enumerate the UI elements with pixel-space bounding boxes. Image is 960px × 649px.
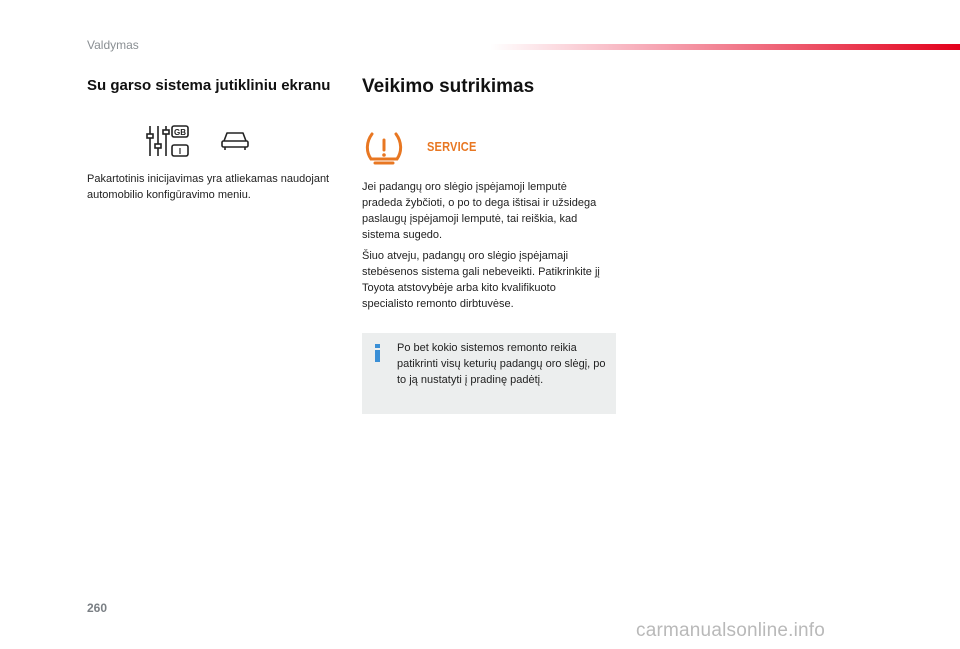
info-box — [362, 333, 616, 414]
right-column — [362, 76, 622, 310]
left-paragraph: Pakartotinis inicijavimas yra atliekamas naudojant automobilio konfigūravimo meniu. — [87, 173, 330, 201]
header-accent-bar — [490, 44, 960, 50]
settings-sliders-icon — [146, 124, 190, 158]
malfunction-paragraph-1: Jei padangų oro slėgio įspėjamoji lemputė pradeda žybčioti, o po to dega ištisai ir užsidega paslaugų įspėjamoji lemputė, tai reiškia, kad sistema sugedo. — [362, 181, 597, 241]
tire-pressure-warning-icon — [365, 131, 403, 165]
info-text: Po bet kokio sistemos remonto reikia patikrinti visų keturių padangų oro slėgį, po to ją nustatyti į pradinę padėtį. — [397, 342, 606, 386]
right-heading: Veikimo sutrikimas — [362, 76, 535, 97]
car-icon — [220, 129, 250, 151]
settings-badge-top: GB — [174, 128, 186, 137]
left-heading: Su garso sistema jutikliniu ekranu — [87, 77, 331, 94]
left-column — [87, 77, 347, 201]
info-icon — [373, 344, 383, 362]
section-title: Valdymas — [87, 38, 139, 52]
watermark: carmanualsonline.info — [636, 620, 826, 641]
page-number: 260 — [87, 601, 108, 615]
malfunction-paragraph-2: Šiuo atveju, padangų oro slėgio įspėjamaji stebėsenos sistema gali nebeveikti. Patikrinkite jį Toyota atstovybėje arba kito kvalifikuoto specialisto remonto dirbtuvėse. — [362, 250, 600, 310]
settings-badge-bottom: I — [178, 147, 182, 156]
service-warning-label: SERVICE — [427, 139, 477, 154]
